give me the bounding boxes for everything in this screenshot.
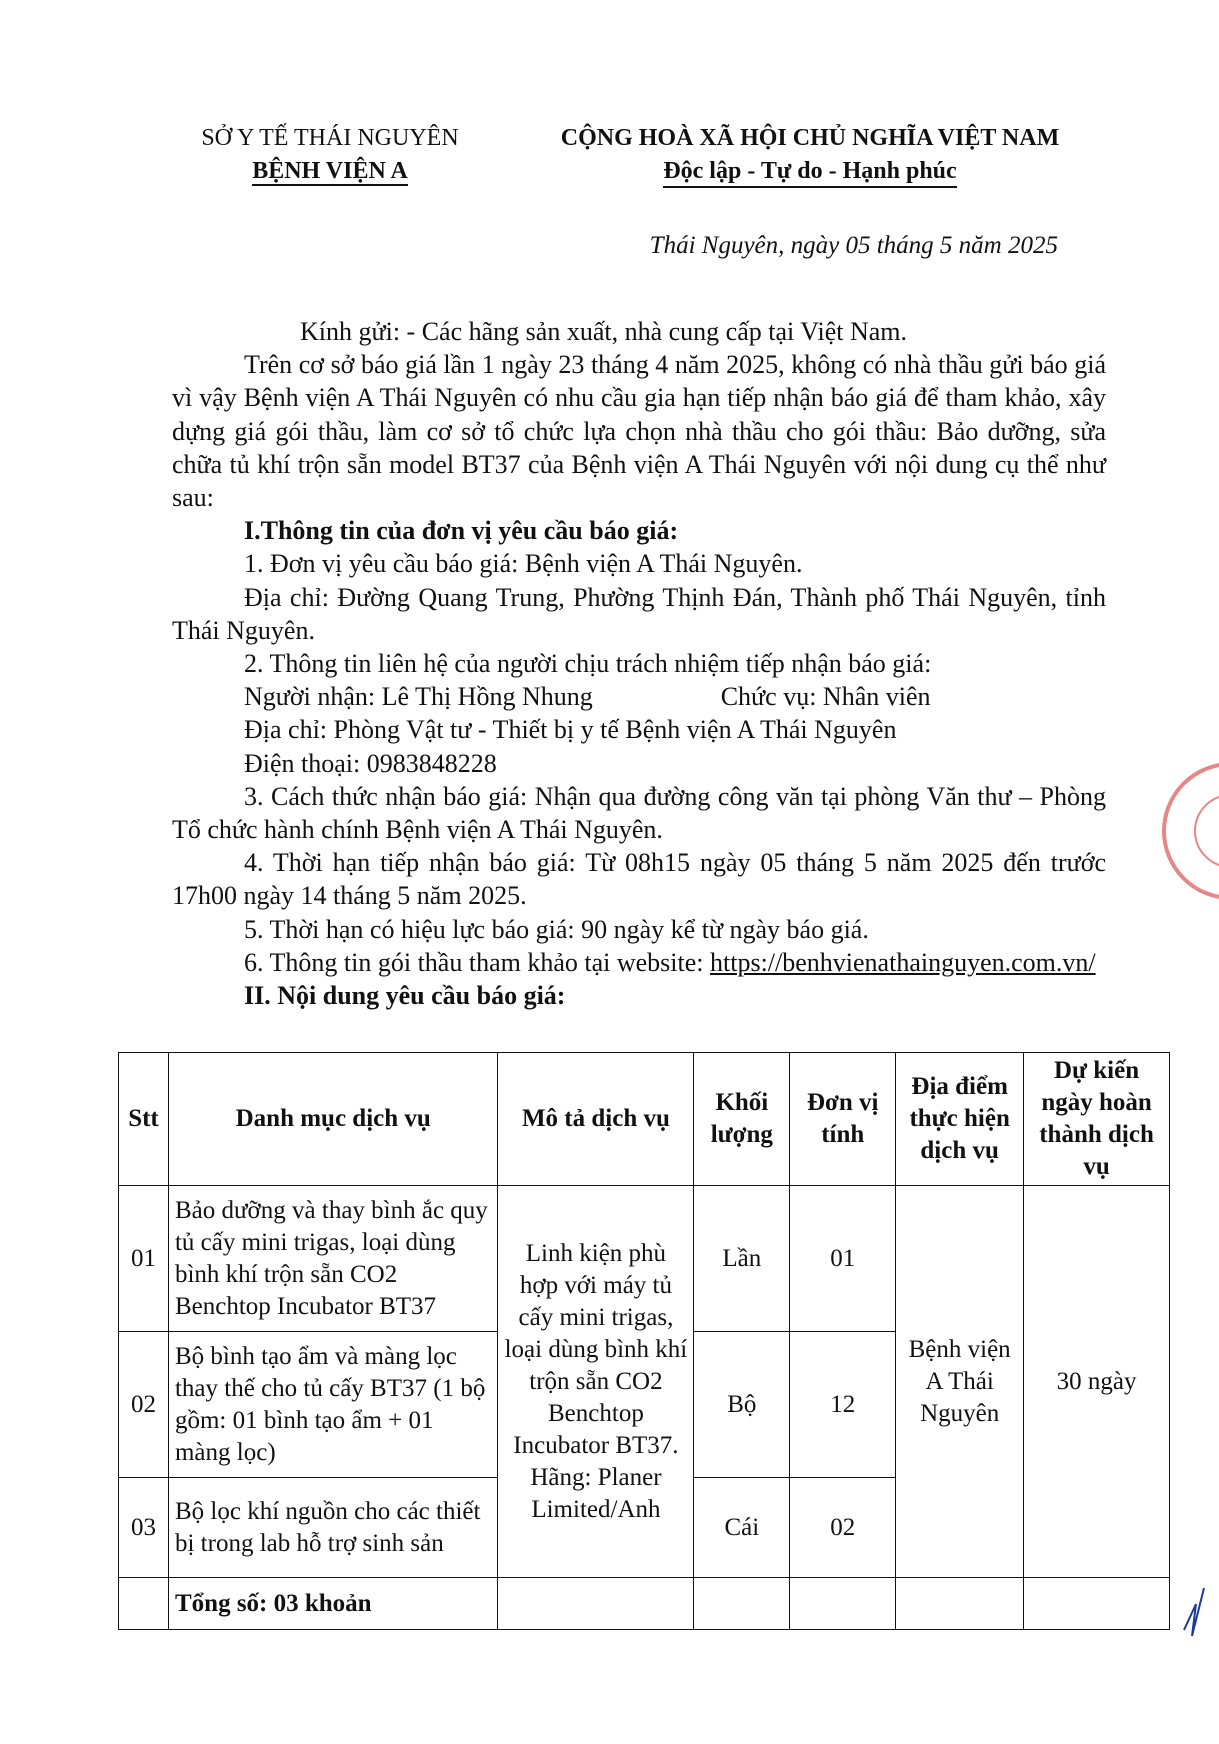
receiver-position: Chức vụ: Nhân viên: [720, 682, 931, 712]
organization-name: BỆNH VIỆN A: [252, 158, 408, 184]
section-1-title: I.Thông tin của đơn vị yêu cầu báo giá:: [244, 516, 679, 546]
website-link[interactable]: https://benhvienathainguyen.com.vn/: [710, 947, 1096, 977]
website-info: 6. Thông tin gói thầu tham khảo tại website: https://benhvienathainguyen.com.vn/: [244, 947, 1096, 977]
header-category: Danh mục dịch vụ: [168, 1053, 498, 1186]
row-unit: 12: [790, 1332, 896, 1478]
header-description: Mô tả dịch vụ: [498, 1053, 694, 1186]
row-quantity: Bộ: [694, 1332, 790, 1478]
row-stt: 02: [119, 1332, 169, 1478]
contact-phone: Điện thoại: 0983848228: [244, 748, 497, 778]
table-row: [119, 1186, 1170, 1332]
row-quantity: Cái: [694, 1478, 790, 1578]
contact-info-heading: 2. Thông tin liên hệ của người chịu trách nhiệm tiếp nhận báo giá:: [244, 649, 932, 679]
section-2-title: II. Nội dung yêu cầu báo giá:: [244, 981, 566, 1011]
national-motto: Độc lập - Tự do - Hạnh phúc: [663, 156, 956, 188]
shared-description: Linh kiện phù hợp với máy tủ cấy mini trigas, loại dùng bình khí trộn sẵn CO2 Benchtop Incubator BT37. Hãng: Planer Limited/Anh: [498, 1186, 694, 1578]
document-body: [172, 315, 1106, 1012]
department-name: SỞ Y TẾ THÁI NGUYÊN: [201, 125, 459, 151]
receipt-deadline: 4. Thời hạn tiếp nhận báo giá: Từ 08h15 ngày 05 tháng 5 năm 2025 đến trước 17h00 ngày 14 tháng 5 năm 2025.: [172, 848, 1106, 911]
header-quantity: Khối lượng: [694, 1053, 790, 1186]
row-category: Bộ lọc khí nguồn cho các thiết bị trong lab hỗ trợ sinh sản: [168, 1478, 498, 1578]
header-unit: Đơn vị tính: [790, 1053, 896, 1186]
official-seal: [1162, 762, 1219, 900]
issuing-authority: [160, 122, 500, 188]
row-category: Bộ bình tạo ẩm và màng lọc thay thế cho tủ cấy BT37 (1 bộ gồm: 01 bình tạo ẩm + 01 màng lọc): [168, 1332, 498, 1478]
quote-request-table: [118, 1052, 1170, 1630]
shared-completion: 30 ngày: [1024, 1186, 1170, 1578]
shared-location: Bệnh viện A Thái Nguyên: [896, 1186, 1024, 1578]
requester-unit: 1. Đơn vị yêu cầu báo giá: Bệnh viện A Thái Nguyên.: [244, 549, 803, 579]
greeting: Kính gửi: - Các hãng sản xuất, nhà cung cấp tại Việt Nam.: [300, 317, 908, 346]
row-stt: 01: [119, 1186, 169, 1332]
row-unit: 01: [790, 1186, 896, 1332]
header-completion: Dự kiến ngày hoàn thành dịch vụ: [1024, 1053, 1170, 1186]
country-name: CỘNG HOÀ XÃ HỘI CHỦ NGHĨA VIỆT NAM: [560, 125, 1060, 151]
requester-address: Địa chỉ: Đường Quang Trung, Phường Thịnh Đán, Thành phố Thái Nguyên, tỉnh Thái Nguyên.: [172, 582, 1106, 645]
receiver-row: [172, 680, 1106, 713]
contact-address: Địa chỉ: Phòng Vật tư - Thiết bị y tế Bệnh viện A Thái Nguyên: [244, 715, 897, 745]
table-header-row: [119, 1053, 1170, 1186]
header-stt: Stt: [119, 1053, 169, 1186]
header-location: Địa điểm thực hiện dịch vụ: [896, 1053, 1024, 1186]
national-heading: [520, 122, 1100, 188]
document-date: Thái Nguyên, ngày 05 tháng 5 năm 2025: [649, 232, 1058, 259]
receipt-method: 3. Cách thức nhận báo giá: Nhận qua đường công văn tại phòng Văn thư – Phòng Tổ chức hành chính Bệnh viện A Thái Nguyên.: [172, 781, 1106, 845]
row-quantity: Lần: [694, 1186, 790, 1332]
row-category: Bảo dưỡng và thay bình ắc quy tủ cấy mini trigas, loại dùng bình khí trộn sẵn CO2 Benchtop Incubator BT37: [168, 1186, 498, 1332]
receiver-name: Người nhận: Lê Thị Hồng Nhung: [244, 682, 593, 712]
total-label: Tổng số: 03 khoản: [168, 1578, 498, 1630]
row-unit: 02: [790, 1478, 896, 1578]
intro-paragraph: Trên cơ sở báo giá lần 1 ngày 23 tháng 4 năm 2025, không có nhà thầu gửi báo giá vì vậy Bệnh viện A Thái Nguyên có nhu cầu gia hạn tiếp nhận báo giá để tham khảo, xây dựng giá gói thầu, làm cơ sở tổ chức lựa chọn nhà thầu cho gói thầu: Bảo dưỡng, sửa chữa tủ khí trộn sẵn model BT37 của Bệnh viện A Thái Nguyên với nội dung cụ thể như sau:: [172, 350, 1106, 513]
total-row: [119, 1578, 1170, 1630]
quote-validity: 5. Thời hạn có hiệu lực báo giá: 90 ngày kể từ ngày báo giá.: [244, 914, 869, 944]
pen-mark-icon: [1178, 1582, 1208, 1642]
row-stt: 03: [119, 1478, 169, 1578]
